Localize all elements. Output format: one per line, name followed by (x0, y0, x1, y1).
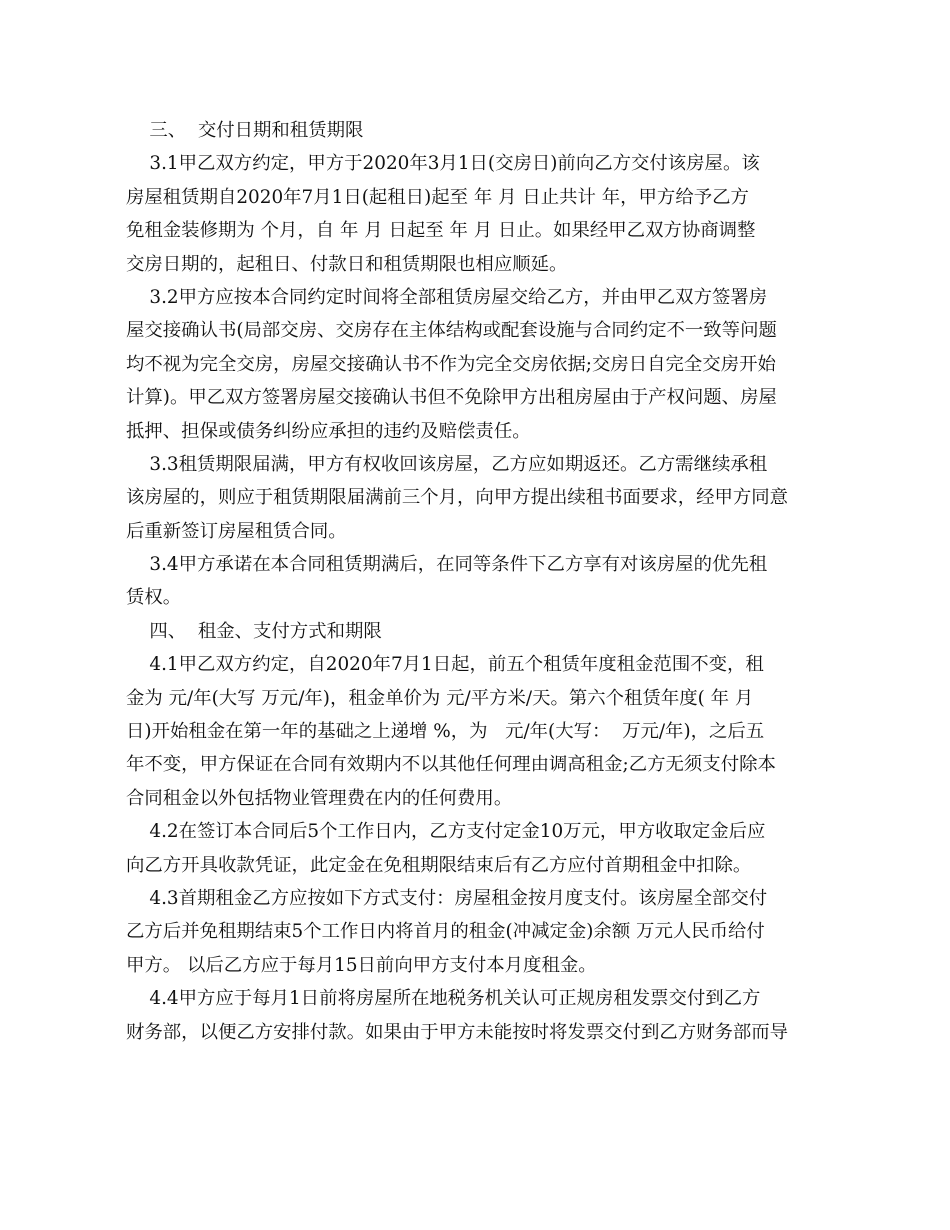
paragraph-line: 年不变，甲方保证在合同有效期内不以其他任何理由调高租金;乙方无须支付除本 (126, 754, 776, 776)
paragraph-line: 向乙方开具收款凭证，此定金在免租期限结束后有乙方应付首期租金中扣除。 (126, 854, 752, 876)
paragraph-line: 4.3首期租金乙方应按如下方式支付：房屋租金按月度支付。该房屋全部交付 (126, 887, 768, 909)
paragraph-line: 赁权。 (126, 587, 182, 609)
paragraph-line: 3.4甲方承诺在本合同租赁期满后，在同等条件下乙方享有对该房屋的优先租 (126, 554, 768, 576)
paragraph-line: 乙方后并免租期结束5个工作日内将首月的租金(冲减定金)余额 万元人民币给付 (126, 921, 765, 943)
paragraph-line: 甲方。 以后乙方应于每月15日前向甲方支付本月度租金。 (126, 954, 597, 976)
paragraph-line: 合同租金以外包括物业管理费在内的任何费用。 (126, 787, 513, 809)
paragraph-line: 日)开始租金在第一年的基础之上递增 %，为 元/年(大写： 万元/年)，之后五 (126, 721, 765, 743)
section-heading-3: 三、 交付日期和租赁期限 (126, 120, 364, 141)
paragraph-line: 4.1甲乙双方约定，自2020年7月1日起，前五个租赁年度租金范围不变，租 (126, 654, 764, 676)
paragraph-line: 财务部，以便乙方安排付款。如果由于甲方未能按时将发票交付到乙方财务部而导 (126, 1021, 789, 1043)
paragraph-line: 抵押、担保或债务纠纷应承担的违约及赔偿责任。 (126, 420, 531, 442)
paragraph-line: 免租金装修期为 个月，自 年 月 日起至 年 月 日止。如果经甲乙双方协商调整 (126, 220, 756, 242)
paragraph-line: 屋交接确认书(局部交房、交房存在主体结构或配套设施与合同约定不一致等问题 (126, 320, 777, 342)
section-heading-4: 四、 租金、支付方式和期限 (126, 620, 382, 642)
paragraph-line: 该房屋的，则应于租赁期限届满前三个月，向甲方提出续租书面要求，经甲方同意 (126, 487, 789, 509)
paragraph-line: 金为 元/年(大写 万元/年)，租金单价为 元/平方米/天。第六个租赁年度( 年 月 (126, 687, 754, 709)
paragraph-line: 4.2在签订本合同后5个工作日内，乙方支付定金10万元，甲方收取定金后应 (126, 821, 766, 843)
contract-text (126, 114, 816, 1049)
paragraph-line: 后重新签订房屋租赁合同。 (126, 520, 347, 542)
paragraph-line: 3.2甲方应按本合同约定时间将全部租赁房屋交给乙方，并由甲乙双方签署房 (126, 286, 768, 308)
paragraph-line: 房屋租赁期自2020年7月1日(起租日)起至 年 月 日止共计 年，甲方给予乙方 (126, 186, 749, 208)
paragraph-line: 均不视为完全交房，房屋交接确认书不作为完全交房依据;交房日自完全交房开始 (126, 353, 776, 375)
paragraph-line: 计算)。甲乙双方签署房屋交接确认书但不免除甲方出租房屋由于产权问题、房屋 (126, 387, 777, 409)
paragraph-line: 3.3租赁期限届满，甲方有权收回该房屋，乙方应如期返还。乙方需继续承租 (126, 453, 768, 475)
paragraph-line: 4.4甲方应于每月1日前将房屋所在地税务机关认可正规房租发票交付到乙方 (126, 988, 761, 1010)
paragraph-line: 交房日期的，起租日、付款日和租赁期限也相应顺延。 (126, 253, 568, 275)
paragraph-line: 3.1甲乙双方约定，甲方于2020年3月1日(交房日)前向乙方交付该房屋。该 (126, 153, 760, 175)
